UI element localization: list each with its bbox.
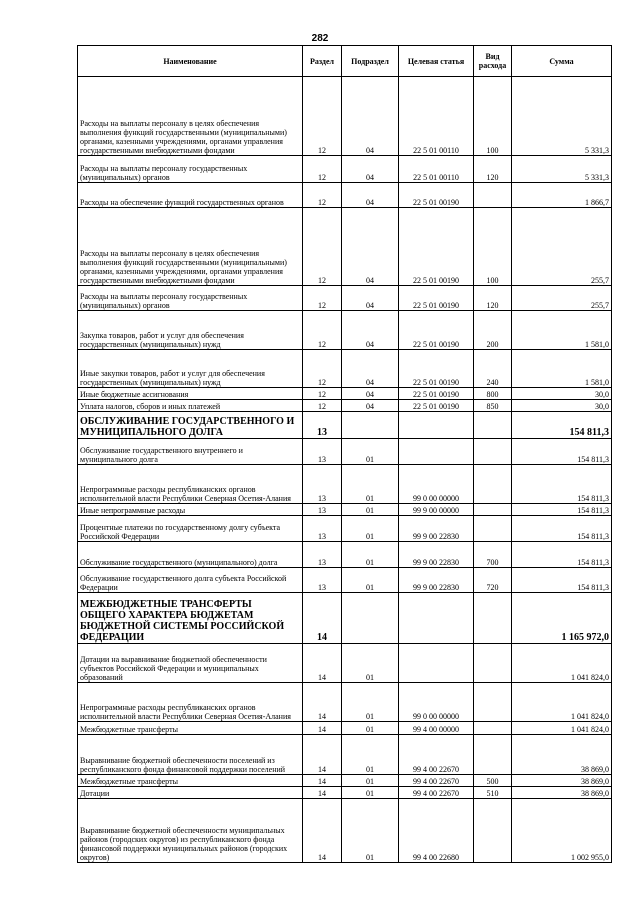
cell-razdel: 13	[303, 465, 342, 504]
cell-name: МЕЖБЮДЖЕТНЫЕ ТРАНСФЕРТЫ ОБЩЕГО ХАРАКТЕРА БЮДЖЕТАМ БЮДЖЕТНОЙ СИСТЕМЫ РОССИЙСКОЙ ФЕДЕРАЦИИ	[78, 593, 303, 644]
cell-razdel: 12	[303, 286, 342, 311]
cell-podrazdel: 01	[342, 722, 399, 735]
cell-statya: 99 4 00 22670	[399, 775, 474, 787]
cell-podrazdel: 04	[342, 311, 399, 350]
table-row	[78, 388, 612, 400]
header-summa: Сумма	[512, 46, 612, 77]
cell-name: Межбюджетные трансферты	[78, 722, 303, 735]
cell-razdel: 13	[303, 568, 342, 593]
cell-vid: 850	[474, 400, 512, 412]
cell-name: Выравнивание бюджетной обеспеченности поселений из республиканского фонда финансовой поддержки поселений	[78, 735, 303, 775]
cell-statya: 22 5 01 00190	[399, 208, 474, 286]
cell-statya: 99 4 00 22680	[399, 799, 474, 863]
cell-podrazdel: 04	[342, 183, 399, 208]
cell-podrazdel: 04	[342, 350, 399, 388]
cell-razdel: 13	[303, 412, 342, 439]
cell-podrazdel: 04	[342, 286, 399, 311]
cell-vid: 100	[474, 77, 512, 156]
cell-statya: 99 0 00 00000	[399, 465, 474, 504]
cell-razdel: 14	[303, 722, 342, 735]
cell-statya: 22 5 01 00110	[399, 156, 474, 183]
cell-vid	[474, 735, 512, 775]
cell-name: Непрограммные расходы республиканских органов исполнительной власти Республики Северная Осетия-Алания	[78, 683, 303, 722]
header-vid: Вид расхода	[474, 46, 512, 77]
cell-vid	[474, 465, 512, 504]
table-row	[78, 504, 612, 516]
cell-razdel: 12	[303, 400, 342, 412]
cell-statya	[399, 644, 474, 683]
cell-summa: 1 041 824,0	[512, 722, 612, 735]
cell-vid: 800	[474, 388, 512, 400]
cell-podrazdel: 01	[342, 644, 399, 683]
cell-summa: 30,0	[512, 388, 612, 400]
cell-vid	[474, 722, 512, 735]
cell-razdel: 13	[303, 439, 342, 465]
table-row	[78, 683, 612, 722]
cell-statya: 99 0 00 00000	[399, 683, 474, 722]
cell-summa: 30,0	[512, 400, 612, 412]
cell-podrazdel: 01	[342, 516, 399, 542]
cell-statya: 99 9 00 00000	[399, 504, 474, 516]
cell-vid: 200	[474, 311, 512, 350]
cell-vid	[474, 504, 512, 516]
cell-statya: 22 5 01 00190	[399, 400, 474, 412]
cell-podrazdel: 01	[342, 465, 399, 504]
cell-razdel: 13	[303, 542, 342, 568]
cell-name: Расходы на выплаты персоналу государственных (муниципальных) органов	[78, 286, 303, 311]
table-row	[78, 735, 612, 775]
cell-summa: 1 165 972,0	[512, 593, 612, 644]
cell-razdel: 14	[303, 735, 342, 775]
table-row	[78, 77, 612, 156]
budget-table	[77, 45, 612, 863]
cell-summa: 154 811,3	[512, 439, 612, 465]
cell-vid	[474, 799, 512, 863]
cell-vid: 240	[474, 350, 512, 388]
cell-summa: 38 869,0	[512, 775, 612, 787]
cell-summa: 1 581,0	[512, 311, 612, 350]
cell-name: Уплата налогов, сборов и иных платежей	[78, 400, 303, 412]
cell-podrazdel: 01	[342, 504, 399, 516]
cell-razdel: 12	[303, 183, 342, 208]
cell-vid	[474, 412, 512, 439]
section-row	[78, 412, 612, 439]
cell-statya	[399, 439, 474, 465]
cell-razdel: 12	[303, 208, 342, 286]
cell-statya: 22 5 01 00190	[399, 350, 474, 388]
cell-summa: 255,7	[512, 208, 612, 286]
table-row	[78, 775, 612, 787]
cell-vid: 500	[474, 775, 512, 787]
cell-name: Расходы на выплаты персоналу в целях обеспечения выполнения функций государственными (муниципальными) органами, казенными учреждениями, органами управления государственными внебюджетными фондами	[78, 208, 303, 286]
cell-name: Обслуживание государственного внутреннего и муниципального долга	[78, 439, 303, 465]
table-row	[78, 799, 612, 863]
cell-name: Выравнивание бюджетной обеспеченности муниципальных районов (городских округов) из республиканского фонда финансовой поддержки муниципальных районов (городских округов)	[78, 799, 303, 863]
table-row	[78, 183, 612, 208]
cell-vid: 120	[474, 156, 512, 183]
cell-name: Иные закупки товаров, работ и услуг для обеспечения государственных (муниципальных) нужд	[78, 350, 303, 388]
table-row	[78, 208, 612, 286]
cell-statya: 99 9 00 22830	[399, 516, 474, 542]
cell-podrazdel: 01	[342, 568, 399, 593]
cell-vid	[474, 683, 512, 722]
section-row	[78, 593, 612, 644]
cell-razdel: 14	[303, 683, 342, 722]
cell-razdel: 14	[303, 644, 342, 683]
cell-name: Иные бюджетные ассигнования	[78, 388, 303, 400]
cell-name: Дотации	[78, 787, 303, 799]
cell-summa: 154 811,3	[512, 504, 612, 516]
cell-vid: 100	[474, 208, 512, 286]
cell-summa: 1 866,7	[512, 183, 612, 208]
table-row	[78, 516, 612, 542]
cell-podrazdel: 04	[342, 77, 399, 156]
table-row	[78, 465, 612, 504]
cell-name: ОБСЛУЖИВАНИЕ ГОСУДАРСТВЕННОГО И МУНИЦИПАЛЬНОГО ДОЛГА	[78, 412, 303, 439]
cell-razdel: 13	[303, 516, 342, 542]
cell-statya: 99 9 00 22830	[399, 542, 474, 568]
cell-name: Дотации на выравнивание бюджетной обеспеченности субъектов Российской Федерации и муниципальных образований	[78, 644, 303, 683]
cell-podrazdel: 01	[342, 799, 399, 863]
cell-summa: 154 811,3	[512, 542, 612, 568]
header-razdel: Раздел	[303, 46, 342, 77]
table-row	[78, 542, 612, 568]
cell-statya: 99 4 00 00000	[399, 722, 474, 735]
table-row	[78, 311, 612, 350]
cell-summa: 5 331,3	[512, 156, 612, 183]
cell-podrazdel: 04	[342, 388, 399, 400]
cell-podrazdel: 01	[342, 775, 399, 787]
cell-summa: 1 581,0	[512, 350, 612, 388]
cell-summa: 1 002 955,0	[512, 799, 612, 863]
cell-razdel: 14	[303, 775, 342, 787]
cell-podrazdel: 04	[342, 156, 399, 183]
cell-razdel: 12	[303, 350, 342, 388]
cell-podrazdel: 01	[342, 735, 399, 775]
header-name: Наименование	[78, 46, 303, 77]
cell-statya: 22 5 01 00190	[399, 311, 474, 350]
cell-razdel: 12	[303, 77, 342, 156]
cell-podrazdel	[342, 593, 399, 644]
cell-vid	[474, 644, 512, 683]
cell-summa: 5 331,3	[512, 77, 612, 156]
cell-razdel: 14	[303, 787, 342, 799]
cell-vid: 120	[474, 286, 512, 311]
table-row	[78, 787, 612, 799]
table-row	[78, 400, 612, 412]
cell-summa: 154 811,3	[512, 412, 612, 439]
table-row	[78, 439, 612, 465]
cell-statya	[399, 412, 474, 439]
cell-name: Непрограммные расходы республиканских органов исполнительной власти Республики Северная Осетия-Алания	[78, 465, 303, 504]
cell-statya: 22 5 01 00190	[399, 286, 474, 311]
cell-razdel: 12	[303, 388, 342, 400]
table-row	[78, 722, 612, 735]
cell-statya: 22 5 01 00190	[399, 183, 474, 208]
cell-vid	[474, 593, 512, 644]
cell-vid: 720	[474, 568, 512, 593]
cell-razdel: 12	[303, 311, 342, 350]
table-row	[78, 286, 612, 311]
cell-summa: 1 041 824,0	[512, 644, 612, 683]
cell-name: Расходы на обеспечение функций государственных органов	[78, 183, 303, 208]
table-header-row	[78, 46, 612, 77]
cell-podrazdel: 01	[342, 787, 399, 799]
cell-name: Иные непрограммные расходы	[78, 504, 303, 516]
cell-podrazdel: 01	[342, 439, 399, 465]
cell-summa: 154 811,3	[512, 465, 612, 504]
cell-name: Обслуживание государственного долга субъекта Российской Федерации	[78, 568, 303, 593]
cell-vid	[474, 439, 512, 465]
cell-summa: 38 869,0	[512, 735, 612, 775]
cell-razdel: 13	[303, 504, 342, 516]
cell-name: Процентные платежи по государственному долгу субъекта Российской Федерации	[78, 516, 303, 542]
cell-podrazdel: 04	[342, 208, 399, 286]
table-row	[78, 568, 612, 593]
cell-razdel: 14	[303, 799, 342, 863]
cell-statya: 99 4 00 22670	[399, 787, 474, 799]
cell-vid: 700	[474, 542, 512, 568]
cell-podrazdel: 01	[342, 683, 399, 722]
header-podrazdel: Подраздел	[342, 46, 399, 77]
cell-summa: 1 041 824,0	[512, 683, 612, 722]
cell-name: Закупка товаров, работ и услуг для обеспечения государственных (муниципальных) нужд	[78, 311, 303, 350]
cell-vid: 510	[474, 787, 512, 799]
header-statya: Целевая статья	[399, 46, 474, 77]
cell-vid	[474, 516, 512, 542]
cell-vid	[474, 183, 512, 208]
cell-statya: 99 4 00 22670	[399, 735, 474, 775]
page-number: 282	[311, 33, 329, 44]
cell-podrazdel: 01	[342, 542, 399, 568]
cell-podrazdel: 04	[342, 400, 399, 412]
cell-razdel: 12	[303, 156, 342, 183]
cell-razdel: 14	[303, 593, 342, 644]
cell-summa: 255,7	[512, 286, 612, 311]
cell-name: Межбюджетные трансферты	[78, 775, 303, 787]
cell-statya: 22 5 01 00190	[399, 388, 474, 400]
cell-statya	[399, 593, 474, 644]
table-row	[78, 350, 612, 388]
cell-name: Расходы на выплаты персоналу в целях обеспечения выполнения функций государственными (муниципальными) органами, казенными учреждениями, органами управления государственными внебюджетными фондами	[78, 77, 303, 156]
cell-name: Обслуживание государственного (муниципального) долга	[78, 542, 303, 568]
cell-summa: 154 811,3	[512, 568, 612, 593]
cell-statya: 99 9 00 22830	[399, 568, 474, 593]
cell-name: Расходы на выплаты персоналу государственных (муниципальных) органов	[78, 156, 303, 183]
cell-summa: 38 869,0	[512, 787, 612, 799]
cell-podrazdel	[342, 412, 399, 439]
table-row	[78, 156, 612, 183]
cell-statya: 22 5 01 00110	[399, 77, 474, 156]
table-row	[78, 644, 612, 683]
cell-summa: 154 811,3	[512, 516, 612, 542]
